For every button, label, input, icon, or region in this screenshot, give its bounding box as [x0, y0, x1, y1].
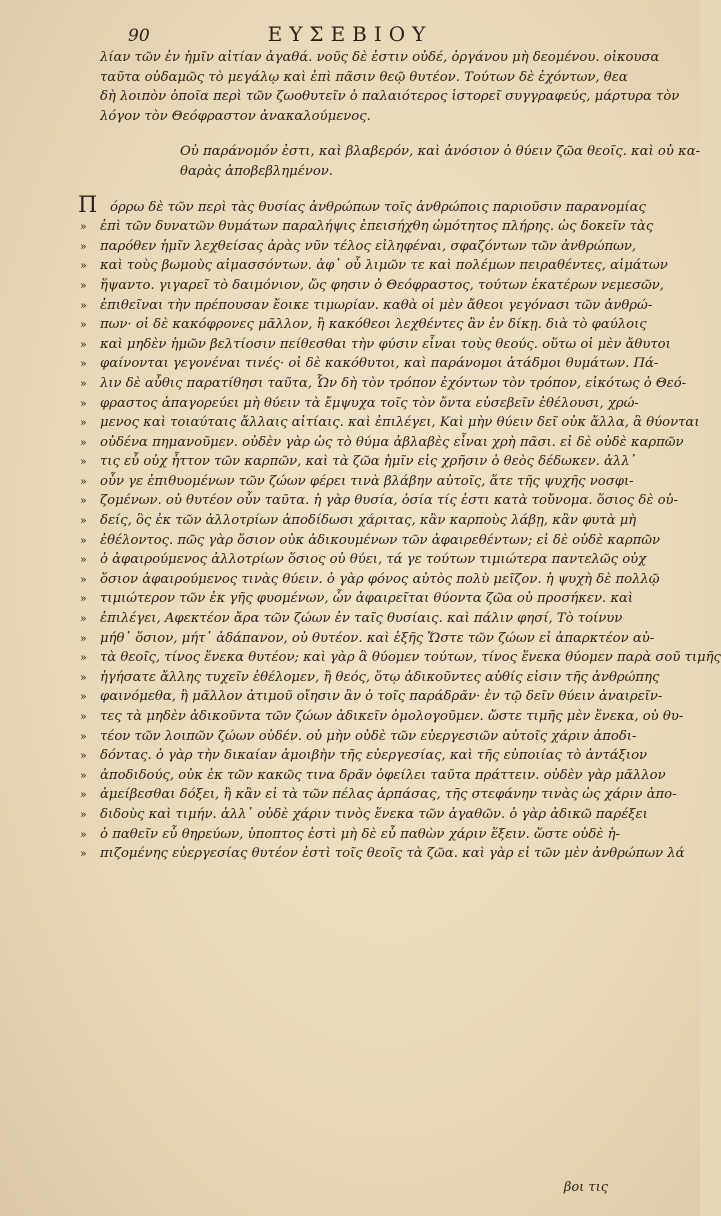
text-line	[80, 511, 637, 531]
quotation-marker: »	[80, 318, 87, 332]
line-text: ἐπὶ τῶν δυνατῶν θυμάτων παραλήψις ἐπεισήχθη ὠμότητος πλήρης. ὡς δοκεῖν τὰς	[100, 219, 654, 235]
quotation-marker: »	[80, 788, 87, 802]
line-text: διδοὺς καὶ τιμήν. ἀλλ᾽ οὐδὲ χάριν τινὸς ἕνεκα τῶν ἀγαθῶν. ὁ γὰρ ἀδικῶ παρέξει	[100, 806, 648, 822]
quotation-marker: »	[80, 239, 87, 253]
quotation-marker: »	[80, 710, 87, 723]
text-line	[80, 335, 671, 355]
text-line	[80, 472, 634, 492]
text-block	[78, 48, 721, 864]
text-line	[80, 609, 623, 629]
line-text: θαρὰς ἀποβεβλημένον.	[180, 163, 333, 179]
quotation-marker: »	[80, 494, 87, 508]
line-text: ἥψαντο. γιγαρεῖ τὸ δαιμόνιον, ὥς φησιν ὁ Θεόφραστος, τούτων ἑκατέρων νεμεσῶν,	[100, 277, 664, 293]
quotation-marker: »	[80, 807, 87, 821]
text-line	[80, 746, 648, 766]
line-text: ἐθέλοντος. πῶς γὰρ ὅσιον οὐκ ἀδικουμένων τῶν ἀφαιρεθέντων; εἰ δὲ οὐδὲ καρπῶν	[100, 532, 661, 548]
quotation-marker: »	[80, 220, 87, 234]
text-line	[80, 550, 647, 570]
text-line	[100, 68, 628, 88]
text-line	[100, 48, 660, 68]
line-text: Οὐ παράνομόν ἐστι, καὶ βλαβερόν, καὶ ἀνόσιον ὁ θύειν ζῶα θεοῖς. καὶ οὐ κα-	[180, 144, 701, 160]
line-text: τιμιώτερον τῶν ἐκ γῆς φυομένων, ὧν ἀφαιρεῖται θύοντα ζῶα οὐ προσήκεν. καὶ	[100, 591, 634, 607]
quotation-marker: »	[80, 631, 87, 645]
text-line	[80, 766, 666, 786]
line-text: οὐδένα πημανοῦμεν. οὐδὲν γὰρ ὡς τὸ θύμα ἀβλαβὲς εἶναι χρὴ πᾶσι. εἰ δὲ οὐδὲ καρπῶν	[100, 434, 684, 450]
quotation-marker: »	[80, 396, 87, 410]
quotation-marker: »	[80, 592, 87, 606]
text-line	[80, 668, 660, 688]
line-text: μήθ᾽ ὅσιον, μήτ᾽ ἀδάπανον, οὐ θυτέον. καὶ ἑξῆς Ὥστε τῶν ζώων εἰ ἀπαρκτέον αὐ-	[100, 630, 655, 646]
quotation-marker: »	[80, 553, 87, 567]
quotation-marker: »	[80, 612, 87, 626]
text-line	[80, 825, 620, 845]
text-line	[80, 648, 721, 668]
text-line	[80, 354, 659, 374]
text-line	[80, 844, 685, 864]
text-line	[80, 531, 661, 551]
text-line	[80, 727, 637, 747]
quotation-marker: »	[80, 278, 87, 292]
line-text: τις εὖ οὐχ ἧττον τῶν καρπῶν, καὶ τὰ ζῶα ἡμῖν εἰς χρῆσιν ὁ θεὸς δέδωκεν. ἀλλ᾽	[100, 454, 637, 470]
text-line	[80, 629, 655, 649]
text-line	[80, 256, 668, 276]
text-line	[78, 192, 646, 218]
line-text: ἀμείβεσθαι δόξει, ἢ κἂν εἰ τὰ τῶν πέλας ἁρπάσας, τῆς στεφάνην τινὰς ὡς χάριν ἀπο-	[100, 787, 677, 803]
text-line	[80, 394, 639, 414]
text-line	[100, 162, 620, 182]
quotation-marker: »	[80, 651, 87, 665]
text-line	[80, 217, 654, 237]
quotation-marker: »	[80, 572, 87, 586]
quotation-marker: »	[80, 670, 87, 684]
line-text: ὁ παθεῖν εὖ θηρεύων, ὑποπτος ἐστὶ μὴ δὲ εὖ παθὼν χάριν ἕξειν. ὥστε οὐδὲ ἡ-	[100, 826, 620, 842]
line-text: λίαν τῶν ἐν ἡμῖν αἰτίαν ἀγαθά. νοῦς δὲ ἐστιν οὐδέ, ὀργάνου μὴ δεομένου. οἰκουσα	[100, 50, 660, 65]
text-line	[80, 570, 660, 590]
quotation-marker: »	[80, 259, 87, 273]
quotation-marker: »	[80, 298, 87, 312]
page-header	[0, 22, 700, 48]
line-text: δόντας. ὁ γὰρ τὴν δικαίαν ἀμοιβὴν τῆς εὐεργεσίας, καὶ τῆς εὐποιίας τὸ ἀντάξιον	[100, 748, 648, 764]
line-text: πων· οἱ δὲ κακόφρονες μᾶλλον, ἢ κακόθεοι λεχθέντες ἂν ἐν δίκῃ. διὰ τὸ φαύλοις	[100, 317, 647, 333]
running-head: ΕΥΣΕΒΙΟΥ	[267, 22, 433, 46]
line-text: φαίνονται γεγονέναι τινές· οἱ δὲ κακόθυτοι, καὶ παράνομοι ἀτάδμοι θυμάτων. Πά-	[100, 356, 659, 372]
text-line	[80, 433, 684, 453]
text-line	[80, 296, 653, 316]
quotation-marker: »	[80, 416, 87, 430]
text-line	[80, 491, 678, 511]
line-text: λόγον τὸν Θεόφραστον ἀνακαλούμενος.	[100, 108, 371, 124]
text-line	[80, 687, 663, 707]
line-text: λιν δὲ αὖθις παρατίθησι ταῦτα, Ὧν δὴ τὸν τρόπον ἐχόντων τὸν τρόπον, εἰκότως ὁ Θεό-	[100, 375, 687, 391]
quotation-marker: »	[80, 514, 87, 528]
line-text: ἐπιλέγει, Αφεκτέον ἄρα τῶν ζώων ἐν ταῖς θυσίαις. καὶ πάλιν φησί, Τὸ τοίνυν	[100, 611, 623, 627]
quotation-marker: »	[80, 337, 87, 351]
text-line	[100, 142, 701, 162]
line-text: μενος καὶ τοιαύταις ἄλλαις αἰτίαις. καὶ ἐπιλέγει, Καὶ μὴν θύειν δεῖ οὐκ ἄλλα, ἃ θύονται	[100, 415, 700, 431]
paragraph-initial: Π	[78, 192, 98, 218]
line-text: ὅσιον ἀφαιρούμενος τινὰς θύειν. ὁ γὰρ φόνος αὐτὸς πολὺ μεῖζον. ἡ ψυχὴ δὲ πολλῷ	[100, 571, 660, 587]
quotation-marker: »	[80, 749, 87, 763]
quotation-marker: »	[80, 729, 87, 743]
line-text: ἀποδιδούς, οὐκ ἐκ τῶν κακῶς τινα δρᾶν ὀφείλει ταῦτα πράττειν. οὐδὲν γὰρ μᾶλλον	[100, 767, 666, 783]
line-text: ἐπιθεῖναι τὴν πρέπουσαν ἔοικε τιμωρίαν. καθὰ οἱ μὲν ἄθεοι γεγόνασι τῶν ἀνθρώ-	[100, 297, 653, 313]
line-text: τὰ θεοῖς, τίνος ἕνεκα θυτέον; καὶ γὰρ ἃ θύομεν τούτων, τίνος ἕνεκα θύομεν παρὰ σοῦ τιμῆς	[100, 650, 721, 666]
text-line	[80, 805, 648, 825]
line-text: όρρω δὲ τῶν περὶ τὰς θυσίας ἀνθρώπων τοῖς ἀνθρώποις παριοῦσιν παρανομίας	[110, 199, 646, 215]
line-text: τέον τῶν λοιπῶν ζώων οὐδέν. οὐ μὴν οὐδὲ τῶν εὐεργεσιῶν αὐτοῖς χάριν ἀποδι-	[100, 728, 637, 744]
quotation-marker: »	[80, 435, 87, 449]
quotation-marker: »	[80, 827, 87, 841]
text-line	[80, 413, 700, 433]
text-line	[80, 315, 647, 335]
line-text: φραστος ἀπαγορεύει μὴ θύειν τὰ ἔμψυχα τοῖς τὸν ὄντα εὐσεβεῖν ἐθέλουσι, χρώ-	[100, 395, 639, 411]
line-text: δὴ λοιπὸν ὁποῖα περὶ τῶν ζωοθυτεῖν ὁ παλαιότερος ἱστορεῖ συγγραφεύς, μάρτυρα τὸν	[100, 89, 680, 105]
line-text: καὶ μηδὲν ἡμῶν βελτίοσιν πείθεσθαι τὴν φύσιν εἶναι τοὺς θεούς. οὕτω οἱ μὲν ἄθυτοι	[100, 336, 671, 352]
line-text: ταῦτα οὐδαμῶς τὸ μεγάλῳ καὶ ἐπὶ πᾶσιν θεῷ θυτέον. Τούτων δὲ ἐχόντων, θεα	[100, 69, 628, 85]
line-text: καὶ τοὺς βωμοὺς αἱμασσόντων. ἀφ᾽ οὗ λιμῶν τε καὶ πολέμων πειραθέντες, αἱμάτων	[100, 258, 668, 274]
line-text: δείς, ὃς ἐκ τῶν ἀλλοτρίων ἀποδίδωσι χάριτας, κἂν καρποὺς λάβῃ, κἂν φυτὰ μὴ	[100, 513, 637, 529]
text-line	[80, 707, 684, 727]
line-text: πιζομένης εὐεργεσίας θυτέον ἐστὶ τοῖς θεοῖς τὰ ζῶα. καὶ γὰρ εἰ τῶν μὲν ἀνθρώπων λά	[100, 846, 685, 862]
quotation-marker: »	[80, 690, 87, 704]
text-line	[80, 785, 677, 805]
quotation-marker: »	[80, 474, 87, 488]
line-text: ὁ ἀφαιρούμενος ἀλλοτρίων ὅσιος οὐ θύει, τά γε τούτων τιμιώτερα παντελῶς οὐχ	[100, 552, 647, 568]
line-text: παρόθεν ἡμῖν λεχθείσας ἀρὰς νῦν τέλος εἰληφέναι, σφαζόντων τῶν ἀνθρώπων,	[100, 238, 637, 254]
text-line	[100, 87, 680, 107]
quotation-marker: »	[80, 768, 87, 782]
quotation-marker: »	[80, 376, 87, 390]
text-line	[80, 276, 664, 296]
quotation-marker: »	[80, 533, 87, 547]
line-text: τες τὰ μηδὲν ἀδικοῦντα τῶν ζώων ἀδικεῖν ὁμολογοῦμεν. ὥστε τιμῆς μὲν ἕνεκα, οὐ θυ-	[100, 709, 684, 724]
line-text: οὖν γε ἐπιθυομένων τῶν ζώων φέρει τινὰ βλάβην αὐτοῖς, ἅτε τῆς ψυχῆς νοσφι-	[100, 473, 634, 489]
text-line	[80, 452, 637, 472]
line-text: ζομένων. οὐ θυτέον οὖν ταῦτα. ἡ γὰρ θυσία, ὁσία τίς ἐστι κατὰ τοὔνομα. ὅσιος δὲ οὐ-	[100, 493, 678, 509]
text-line	[100, 107, 620, 127]
text-line	[80, 589, 634, 609]
quotation-marker: »	[80, 455, 87, 469]
catchword: βοι τις	[563, 1180, 608, 1195]
quotation-marker: »	[80, 847, 87, 861]
page-number: 90	[128, 26, 150, 46]
quotation-marker: »	[80, 357, 87, 371]
line-text: ἡγήσατε ἄλλης τυχεῖν ἐθέλομεν, ἢ θεός, ὅτῳ ἀδικοῦντες αὐθίς εἰσιν τῆς ἀνθρώπης	[100, 669, 660, 685]
line-text: φαινόμεθα, ἢ μᾶλλον ἀτιμοῦ οἴησιν ἂν ὁ τοῖς παράδρᾶν· ἐν τῷ δεῖν θύειν ἀναιρεῖν-	[100, 689, 663, 705]
text-line	[80, 374, 687, 394]
text-line	[80, 237, 637, 257]
